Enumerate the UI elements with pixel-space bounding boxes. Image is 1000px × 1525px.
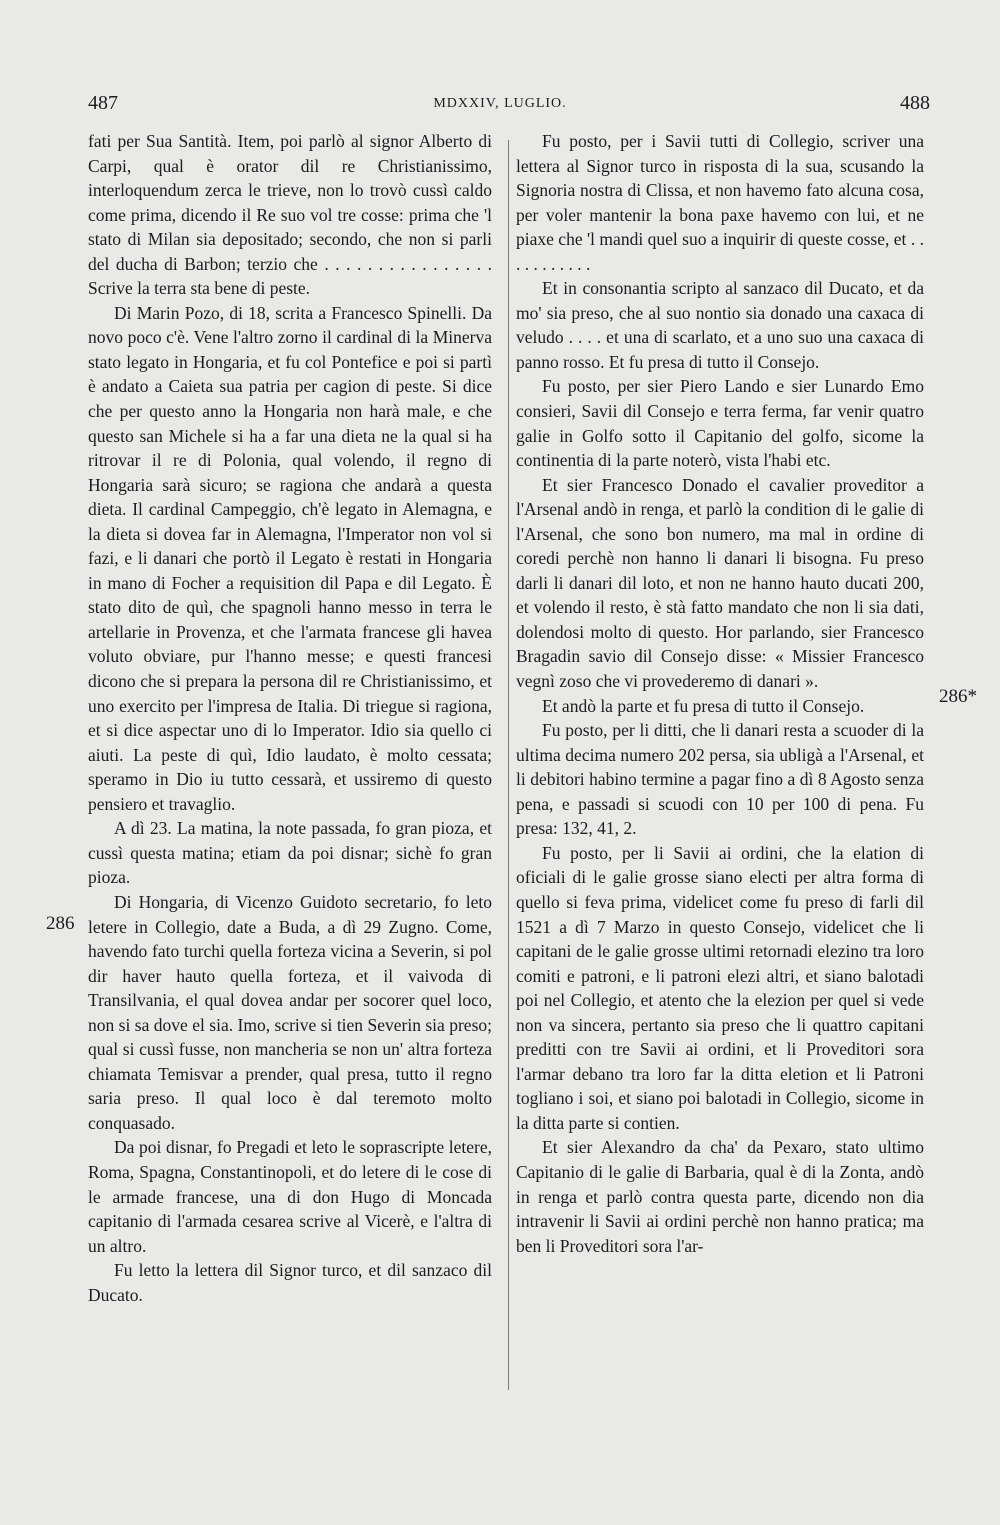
paragraph: Fu posto, per li Savii ai ordini, che la elation di oficiali di le galie grosse siano electi per altra forma di quello si feva prima, videlicet come fu preso di farli dil 1521 a dì 7 Marzo in questo Consejo, videlicet che li capitani de le galie grosse ultimi retornadi elezino tra loro comiti e patroni, e li patroni elezi altri, et siano balotadi poi nel Collegio, et atento che la elezion per quel si vede non va sincera, pertanto sia preso che li quattro capitani preditti con tre Savii ai ordini, et li Proveditori sora l'armar debano tra loro far la ditta eletion et li Patroni togliano i soi, et siano poi balotadi in Collegio, sicome in la ditta parte si contien. xyxy=(516,842,924,1133)
paragraph: Fu posto, per sier Piero Lando e sier Lunardo Emo consieri, Savii dil Consejo e terra ferma, far venir quatro galie in Golfo sotto il Capitanio del golfo, sicome la continentia di la parte noterò, vista l'habi etc. xyxy=(516,376,924,471)
column-divider xyxy=(508,140,509,1390)
paragraph: Et andò la parte et fu presa di tutto il Consejo. xyxy=(542,695,865,716)
paragraph: Et in consonantia scripto al sanzaco dil Ducato, et da mo' sia preso, che al suo nontio sia donado una caxaca di veludo . . . . et una di scarlato, et a uno suo una caxaca di panno rosso. Et fu presa di tutto il Consejo. xyxy=(516,278,924,372)
page-number-right: 488 xyxy=(900,92,930,114)
paragraph: Et sier Alexandro da cha' da Pexaro, stato ultimo Capitanio di le galie di Barbaria, qual è di la Zonta, andò in renga et parlò contra questa parte, dicendo non dia intravenir li Savii ai ordini perchè non hanno pratica; ma ben li Proveditori sora l'ar- xyxy=(516,1137,924,1256)
page-header xyxy=(0,92,1000,116)
paragraph: Fu posto, per li ditti, che li danari resta a scuoder di la ultima decima numero 202 persa, sia ubligà a l'Arsenal, et li debitori habino termine a pagar fino a dì 8 Agosto senza pena, e passadi si scuodi con 10 per 100 di pena. Fu presa: 132, 41, 2. xyxy=(516,720,924,839)
paragraph: Et sier Francesco Donado el cavalier proveditor a l'Arsenal andò in renga, et parlò la condition di le galie di l'Arsenal, che sono bon numero, ma mal in ordine di coredi perchè non hanno li danari li bisogna. Fu preso darli li danari dil loto, et non ne hanno hauto ducati 200, et volendo il resto, è stà fatto mandato che non li sia dati, dolendosi molto di questo. Hor parlando, sier Francesco Bragadin savio dil Consejo disse: « Missier Francesco vegnì zoso che vi provederemo di danari ». xyxy=(516,474,924,692)
left-column xyxy=(88,129,492,1307)
right-column xyxy=(516,129,924,1258)
paragraph: fati per Sua Santità. Item, poi parlò al signor Alberto di Carpi, qual è orator dil re Christianissimo, interloquendum zerca le trieve, non lo trovò cussì caldo come prima, dicendo il Re suo vol tre cosse: prima che 'l stato di Milan sia depositado; secondo, che non si parli del ducha di Barbon; terzio che . . . . . . . . . . . . . . . . Scrive la terra sta bene di peste. xyxy=(88,131,492,299)
paragraph: Fu posto, per i Savii tutti di Collegio, scriver una lettera al Signor turco in risposta di la sua, scusando la Signoria nostra di Clissa, et non havemo fato alcuna cosa, per voler mantenir la bona paxe havemo con lui, et ne piaxe che 'l mandi quel suo a inquirir di queste cosse, et . . . . . . . . . . . xyxy=(516,131,924,274)
paragraph: Fu letto la lettera dil Signor turco, et dil sanzaco dil Ducato. xyxy=(88,1260,492,1305)
paragraph: A dì 23. La matina, la note passada, fo gran pioza, et cussì questa matina; etiam da poi disnar; sichè fo gran pioza. xyxy=(88,818,492,888)
paragraph: Da poi disnar, fo Pregadi et leto le soprascripte letere, Roma, Spagna, Constantinopoli, et do letere di le cose di le armade francese, una di don Hugo di Moncada capitanio di l'armada cesarea scrive al Vicerè, e l'altra di un altro. xyxy=(88,1137,492,1256)
page-number-left: 487 xyxy=(88,92,118,114)
margin-marker-right: 286* xyxy=(939,686,977,707)
margin-marker-left: 286 xyxy=(46,913,75,934)
running-title: MDXXIV, LUGLIO. xyxy=(433,96,567,111)
paragraph: Di Hongaria, di Vicenzo Guidoto secretario, fo leto letere in Collegio, date a Buda, a dì 29 Zugno. Come, havendo fato turchi quella forteza vicina a Severin, si pol dir haver hauto quella forteza, et il vaivoda di Transilvania, el qual dovea andar per socorer quel loco, non si sa dove el sia. Imo, scrive si tien Severin sia preso; qual si cussì fusse, non mancheria se non un' altra forteza chiamata Temisvar a prender, qual presa, tutto il regno saria preso. Il qual loco è dal teremoto molto conquasado. xyxy=(88,891,492,1133)
paragraph: Di Marin Pozo, di 18, scrita a Francesco Spinelli. Da novo poco c'è. Vene l'altro zorno il cardinal di la Minerva stato legato in Hongaria, et fu col Pontefice e poi si partì è andato a Caieta sua patria per cagion di peste. Si dice che per questo anno la Hongaria non harà male, e che questo san Michele si ha a far una dieta ne la qual si ha ritrovar il re di Polonia, qual volendo, il regno di Hongaria sarà sicuro; se ragiona che andarà a questa dieta. Il cardinal Campeggio, ch'è legato in Alemagna, e la dieta si dovea far in Alemagna, l'Imperator non vol si fazi, e li danari che portò il Legato è restati in Hongaria in mano di Focher a requisition dil Papa e dil Legato. È stato dito de quì, che spagnoli hanno messo in terra le artellarie in Provenza, et che l'armata francese gli havea voluto obviare, pur l'hanno messe; e questi francesi dicono che si prepara la persona dil re Christianissimo, et uno exercito per l'impresa de Italia. Di triegue si ragiona, et si dice aspectar uno di lo Imperator. Idio sia quello ci aiuti. La peste di quì, Idio laudato, è molto cessata; speramo in Dio iu tutto cessarà, et ussiremo di questo pensiero et travaglio. xyxy=(88,302,492,814)
